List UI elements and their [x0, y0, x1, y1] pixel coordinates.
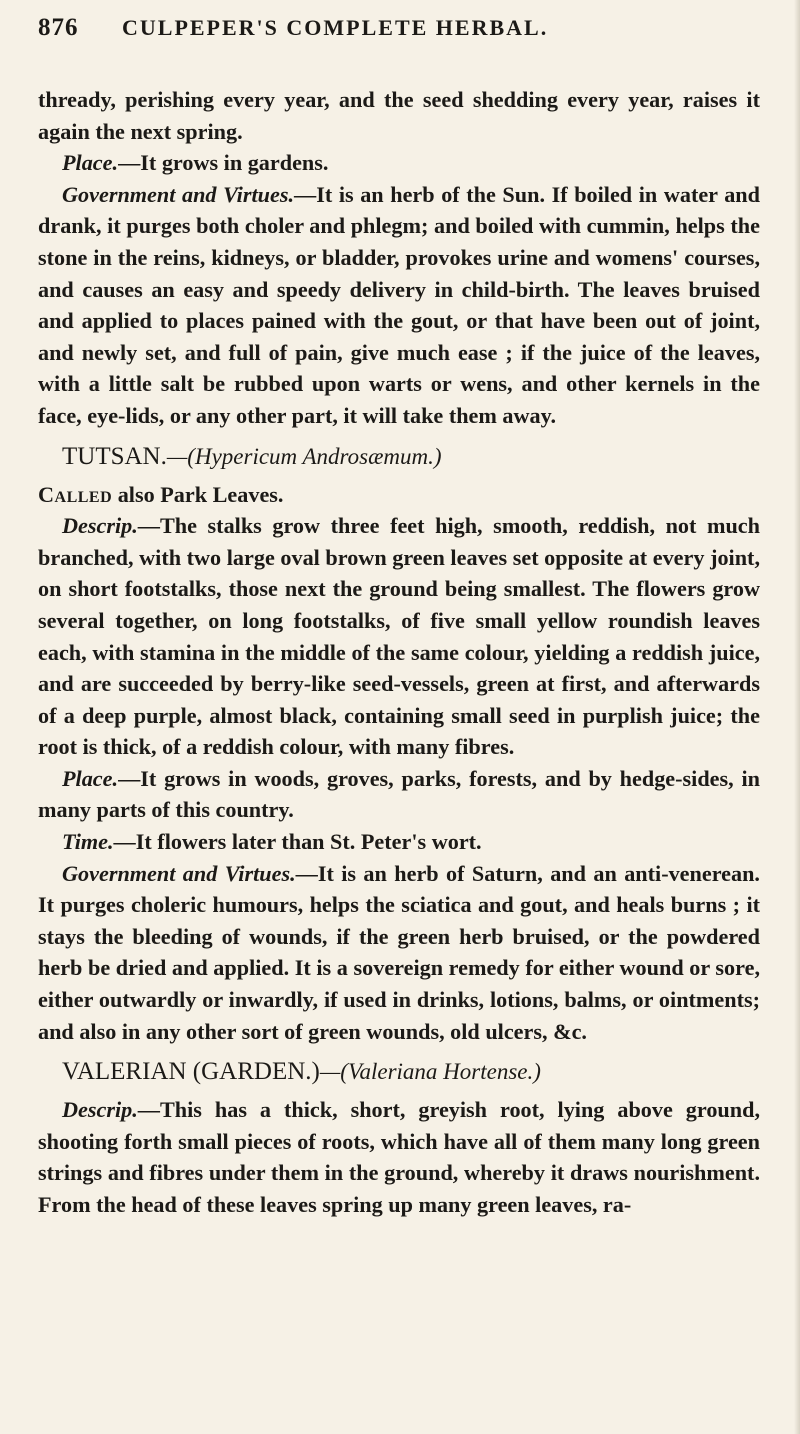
tutsan-called-label: Called — [38, 481, 113, 507]
tutsan-name: TUTSAN. — [62, 442, 167, 470]
valerian-description-paragraph — [38, 1094, 760, 1220]
tutsan-place-text: —It grows in woods, groves, parks, forests, and by hedge-sides, in many parts of this country. — [38, 765, 760, 823]
place-label: Place. — [62, 150, 119, 176]
page-number: 876 — [38, 14, 79, 41]
valerian-description-label: Descrip. — [62, 1097, 138, 1123]
tutsan-called-paragraph — [38, 479, 760, 511]
tutsan-time-text: —It flowers later than St. Peter's wort. — [113, 829, 482, 855]
tutsan-government-label: Government and Virtues. — [62, 860, 296, 886]
tutsan-place-label: Place. — [62, 765, 119, 791]
continued-paragraph — [38, 84, 760, 147]
page-body — [38, 84, 760, 1221]
page-edge-shadow — [794, 0, 800, 1434]
continued-text: thready, perishing every year, and the seed shedding every year, raises it again the next spring. — [38, 87, 760, 144]
tutsan-heading — [38, 440, 760, 473]
running-title: CULPEPER'S COMPLETE HERBAL. — [122, 15, 549, 40]
tutsan-description-label: Descrip. — [62, 513, 138, 539]
valerian-latin-name: —(Valeriana Hortense.) — [319, 1059, 541, 1085]
tutsan-description-paragraph — [38, 510, 760, 763]
valerian-name: VALERIAN (GARDEN.) — [62, 1058, 320, 1086]
tutsan-called-text: also Park Leaves. — [112, 481, 284, 507]
government-paragraph — [38, 179, 760, 432]
tutsan-time-label: Time. — [62, 829, 114, 855]
running-header — [38, 14, 760, 60]
government-text: —It is an herb of the Sun. If boiled in water and drank, it purges both choler and phlegm; and boiled with cummin, helps the stone in the reins, kidneys, or bladder, provokes urine and womens' courses, and causes an easy and speedy delivery in child-birth. The leaves bruised and applied to places pained with the gout, or that have been out of joint, and newly set, and full of pain, give much ease ; if the juice of the leaves, with a little salt be rubbed upon warts or wens, and other kernels in the face, eye-lids, or any other part, it will take them away. — [38, 181, 760, 428]
tutsan-description-text: —The stalks grow three feet high, smooth, reddish, not much branched, with two large oval brown green leaves set opposite at every joint, on short footstalks, those next the ground being smallest. The flowers grow several together, on long footstalks, of five small yellow roundish leaves each, with stamina in the middle of the same colour, yielding a reddish juice, and are succeeded by berry-like seed-vessels, green at first, and afterwards of a deep purple, almost black, containing small seed in purplish juice; the root is thick, of a reddish colour, with many fibres. — [38, 513, 760, 760]
tutsan-government-paragraph — [38, 858, 760, 1048]
tutsan-latin-name: —(Hypericum Androsæmum.) — [166, 443, 442, 469]
valerian-description-text: —This has a thick, short, greyish root, lying above ground, shooting forth small pieces of roots, which have all of them many long green strings and fibres under them in the ground, whereby it draws nourishment. From the head of these leaves spring up many green leaves, ra- — [38, 1097, 760, 1217]
government-label: Government and Virtues. — [62, 181, 295, 207]
tutsan-place-paragraph — [38, 763, 760, 826]
tutsan-time-paragraph — [38, 826, 760, 858]
tutsan-government-text: —It is an herb of Saturn, and an anti-venerean. It purges choleric humours, helps the sciatica and gout, and heals burns ; it stays the bleeding of wounds, if the green herb bruised, or the powdered herb be dried and applied. It is a sovereign remedy for either wound or sore, either outwardly or inwardly, if used in drinks, lotions, balms, or ointments; and also in any other sort of green wounds, old ulcers, &c. — [38, 860, 760, 1044]
valerian-heading — [38, 1055, 760, 1088]
place-paragraph — [38, 147, 760, 179]
place-text: —It grows in gardens. — [118, 150, 329, 176]
